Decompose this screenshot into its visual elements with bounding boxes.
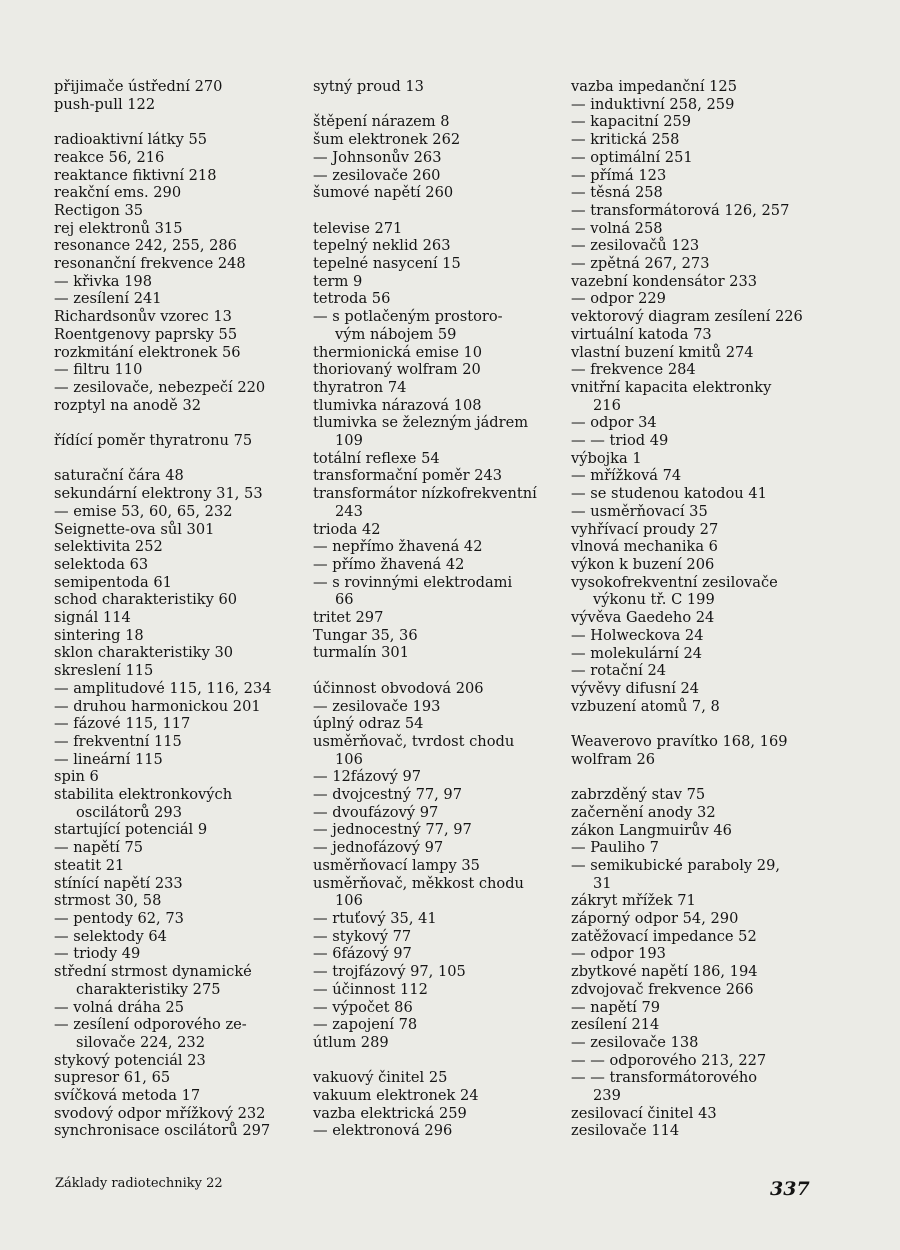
index-entry: Roentgenovy paprsky 55: [54, 325, 238, 343]
index-entry: — pentody 62, 73: [54, 910, 184, 927]
index-entry: štěpení nárazem 8: [313, 113, 450, 131]
index-entry: — transformátorová 126, 257: [571, 201, 790, 219]
index-entry: — — transformátorového: [571, 1069, 758, 1087]
index-entry: resonance 242, 255, 286: [54, 237, 237, 255]
index-entry: — Holweckova 24: [571, 626, 704, 644]
index-entry: přijimače ústřední 270: [54, 78, 223, 95]
index-entry: — triody 49: [54, 945, 141, 963]
index-entry: vyhřívací proudy 27: [571, 520, 719, 538]
index-entry: radioaktivní látky 55: [54, 131, 208, 149]
index-entry: trioda 42: [313, 520, 381, 538]
index-entry: — zesílení 241: [54, 290, 162, 308]
index-entry: — selektody 64: [54, 927, 167, 945]
index-entry: Rectigon 35: [54, 201, 144, 219]
index-entry: — nepřímo žhavená 42: [313, 538, 483, 556]
index-entry: — zesilovače, nebezpečí 220: [54, 378, 266, 396]
index-entry: 106: [335, 892, 363, 910]
index-entry: — výpočet 86: [313, 998, 413, 1016]
index-entry: — mřížková 74: [571, 467, 682, 485]
index-entry: tlumivka se železným jádrem: [313, 414, 529, 432]
index-entry: selektivita 252: [54, 538, 163, 556]
index-entry: — druhou harmonickou 201: [54, 697, 261, 715]
index-entry: — křivka 198: [54, 272, 153, 290]
index-entry: rej elektronů 315: [54, 219, 183, 237]
index-entry: — s rovinnými elektrodami: [313, 573, 513, 591]
index-entry: — rtuťový 35, 41: [313, 910, 437, 927]
index-entry: vakuový činitel 25: [313, 1069, 448, 1087]
index-entry: — optimální 251: [571, 148, 693, 166]
index-entry: rozkmitání elektronek 56: [54, 343, 241, 361]
index-entry: signál 114: [54, 609, 131, 627]
index-entry: vým nábojem 59: [335, 325, 457, 343]
index-entry: vzbuzení atomů 7, 8: [571, 697, 720, 715]
index-entry: zatěžovací impedance 52: [571, 927, 757, 945]
index-column-1: [54, 78, 290, 1140]
index-entry: — se studenou katodou 41: [571, 485, 767, 503]
index-entry: výkonu tř. C 199: [593, 591, 715, 609]
index-entry: záporný odpor 54, 290: [571, 910, 739, 928]
index-entry: steatit 21: [54, 856, 125, 874]
index-entry: — Johnsonův 263: [313, 148, 442, 166]
index-entry: zesilovací činitel 43: [571, 1104, 717, 1122]
index-entry: střední strmost dynamické: [54, 963, 252, 981]
index-entry: — kritická 258: [571, 131, 680, 149]
index-entry: — zpětná 267, 273: [571, 255, 710, 273]
index-entry: účinnost obvodová 206: [313, 679, 484, 697]
index-entry: — zesílení odporového ze-: [54, 1016, 247, 1034]
index-entry: — účinnost 112: [313, 980, 428, 998]
index-entry: 109: [335, 432, 363, 450]
index-entry: vlastní buzení kmitů 274: [571, 343, 754, 361]
index-entry: — těsná 258: [571, 184, 663, 202]
index-entry: transformátor nízkofrekventní: [313, 485, 537, 503]
index-entry: strmost 30, 58: [54, 892, 162, 910]
index-entry: svíčková metoda 17: [54, 1087, 201, 1105]
index-entry: tetroda 56: [313, 290, 391, 308]
index-entry: resonanční frekvence 248: [54, 255, 246, 273]
index-entry: vlnová mechanika 6: [571, 538, 718, 556]
index-entry: charakteristiky 275: [76, 980, 221, 998]
index-entry: — jednocestný 77, 97: [313, 821, 472, 839]
index-entry: vývěva Gaedeho 24: [571, 609, 715, 627]
index-entry: — stykový 77: [313, 927, 412, 945]
index-entry: Richardsonův vzorec 13: [54, 308, 232, 326]
index-entry: vazba elektrická 259: [313, 1104, 467, 1122]
index-entry: vazební kondensátor 233: [571, 272, 758, 290]
index-gap: [313, 662, 545, 680]
index-entry: thermionická emise 10: [313, 343, 483, 361]
index-entry: reakce 56, 216: [54, 148, 165, 166]
index-entry: Seignette-ova sůl 301: [54, 520, 215, 538]
index-entry: 66: [335, 591, 354, 609]
index-entry: 216: [593, 396, 621, 414]
index-gap: [571, 768, 806, 786]
index-entry: rozptyl na anodě 32: [54, 396, 202, 414]
index-entry: — amplitudové 115, 116, 234: [54, 679, 272, 697]
index-entry: — zesilovače 193: [313, 697, 441, 715]
index-entry: — volná 258: [571, 219, 663, 237]
index-entry: — lineární 115: [54, 750, 163, 768]
index-entry: thyratron 74: [313, 378, 407, 396]
index-entry: usměrňovač, měkkost chodu: [313, 874, 524, 892]
index-entry: svodový odpor mřížkový 232: [54, 1104, 266, 1122]
index-entry: tepelný neklid 263: [313, 237, 451, 255]
index-entry: — induktivní 258, 259: [571, 95, 735, 113]
index-entry: tepelné nasycení 15: [313, 255, 461, 272]
index-entry: — napětí 79: [571, 998, 661, 1016]
index-entry: sekundární elektrony 31, 53: [54, 485, 263, 503]
index-entry: zdvojovač frekvence 266: [571, 980, 754, 998]
index-entry: — 6fázový 97: [313, 945, 412, 963]
index-entry: transformační poměr 243: [313, 467, 503, 485]
index-entry: usměrňovací lampy 35: [313, 856, 480, 874]
index-entry: — zapojení 78: [313, 1016, 418, 1034]
index-entry: saturační čára 48: [54, 467, 184, 485]
index-entry: řídící poměr thyratronu 75: [54, 432, 253, 450]
index-entry: — 12fázový 97: [313, 768, 422, 786]
index-entry: — napětí 75: [54, 839, 144, 857]
index-entry: — molekulární 24: [571, 644, 703, 662]
index-entry: — — triod 49: [571, 432, 669, 450]
index-entry: sytný proud 13: [313, 78, 424, 95]
index-entry: 31: [593, 874, 612, 892]
index-entry: zákon Langmuirův 46: [571, 821, 732, 839]
index-entry: thoriovaný wolfram 20: [313, 361, 481, 379]
index-entry: — filtru 110: [54, 361, 143, 379]
index-entry: — s potlačeným prostoro-: [313, 308, 503, 326]
index-entry: začernění anody 32: [571, 803, 716, 821]
index-entry: startující potenciál 9: [54, 821, 208, 839]
index-entry: — přímo žhavená 42: [313, 555, 465, 573]
index-entry: výkon k buzení 206: [571, 555, 715, 573]
index-entry: zesílení 214: [571, 1016, 660, 1034]
index-entry: stabilita elektronkových: [54, 786, 233, 804]
index-entry: vývěvy difusní 24: [571, 679, 700, 697]
index-entry: spin 6: [54, 768, 99, 786]
index-entry: — kapacitní 259: [571, 113, 692, 131]
index-entry: — frekvence 284: [571, 361, 696, 379]
index-entry: — elektronová 296: [313, 1122, 453, 1140]
index-entry: oscilátorů 293: [76, 803, 183, 821]
index-entry: — fázové 115, 117: [54, 715, 191, 733]
index-entry: silovače 224, 232: [76, 1033, 205, 1051]
index-entry: wolfram 26: [571, 750, 656, 768]
index-entry: usměrňovač, tvrdost chodu: [313, 732, 515, 750]
index-entry: vazba impedanční 125: [571, 78, 737, 95]
index-entry: výbojka 1: [571, 449, 642, 467]
index-entry: — přímá 123: [571, 166, 667, 184]
index-entry: — usměrňovací 35: [571, 502, 708, 520]
index-entry: — trojfázový 97, 105: [313, 963, 466, 981]
index-entry: term 9: [313, 272, 363, 290]
index-entry: reaktance fiktivní 218: [54, 166, 217, 184]
index-entry: — zesilovače 138: [571, 1033, 699, 1051]
index-entry: vnitřní kapacita elektronky: [571, 378, 772, 396]
index-entry: útlum 289: [313, 1033, 389, 1051]
index-entry: vektorový diagram zesílení 226: [571, 308, 803, 326]
index-entry: — odpor 229: [571, 290, 666, 308]
index-entry: totální reflexe 54: [313, 449, 440, 467]
index-entry: tritet 297: [313, 609, 384, 627]
index-entry: zesilovače 114: [571, 1122, 680, 1140]
index-entry: zbytkové napětí 186, 194: [571, 963, 758, 981]
index-entry: — semikubické paraboly 29,: [571, 856, 781, 874]
index-gap: [54, 113, 290, 131]
index-entry: 239: [593, 1087, 621, 1105]
index-gap: [571, 715, 806, 733]
index-entry: sintering 18: [54, 626, 144, 644]
index-entry: sklon charakteristiky 30: [54, 644, 234, 662]
index-entry: zabrzděný stav 75: [571, 786, 706, 804]
index-entry: selektoda 63: [54, 555, 149, 573]
index-entry: — odpor 193: [571, 945, 666, 963]
index-entry: — Pauliho 7: [571, 839, 659, 857]
index-entry: synchronisace oscilátorů 297: [54, 1122, 271, 1140]
index-gap: [54, 414, 290, 432]
index-entry: úplný odraz 54: [313, 715, 424, 733]
index-gap: [313, 96, 545, 114]
index-entry: tlumivka nárazová 108: [313, 396, 482, 414]
index-entry: — rotační 24: [571, 662, 667, 680]
index-entry: stínící napětí 233: [54, 874, 183, 892]
index-column-2: [313, 78, 545, 1140]
index-entry: Tungar 35, 36: [313, 626, 418, 644]
index-entry: skreslení 115: [54, 662, 154, 680]
index-entry: zákryt mřížek 71: [571, 892, 696, 910]
index-entry: — emise 53, 60, 65, 232: [54, 502, 233, 520]
footer-note: Základy radiotechniky 22: [55, 1176, 223, 1191]
index-gap: [313, 202, 545, 220]
index-entry: — dvoufázový 97: [313, 803, 439, 821]
index-entry: — zesilovače 260: [313, 166, 441, 184]
index-entry: semipentoda 61: [54, 573, 172, 591]
index-entry: reakční ems. 290: [54, 184, 182, 202]
index-entry: — odpor 34: [571, 414, 657, 432]
index-entry: stykový potenciál 23: [54, 1051, 206, 1069]
index-entry: — — odporového 213, 227: [571, 1051, 767, 1069]
index-entry: turmalín 301: [313, 644, 410, 662]
index-gap: [54, 450, 290, 468]
index-entry: 106: [335, 750, 363, 768]
index-entry: vakuum elektronek 24: [313, 1087, 479, 1105]
index-entry: — zesilovačů 123: [571, 237, 700, 255]
index-entry: — jednofázový 97: [313, 839, 444, 857]
index-entry: šumové napětí 260: [313, 184, 454, 202]
page-number: 337: [770, 1178, 810, 1200]
index-entry: vysokofrekventní zesilovače: [571, 573, 778, 591]
index-entry: — dvojcestný 77, 97: [313, 786, 462, 804]
index-gap: [313, 1052, 545, 1070]
index-entry: 243: [335, 502, 363, 520]
index-entry: push-pull 122: [54, 95, 156, 113]
index-column-3: [571, 78, 806, 1140]
index-entry: Weaverovo pravítko 168, 169: [571, 733, 788, 750]
index-entry: supresor 61, 65: [54, 1069, 171, 1087]
index-entry: virtuální katoda 73: [571, 325, 712, 343]
index-entry: šum elektronek 262: [313, 131, 461, 149]
index-entry: — volná dráha 25: [54, 998, 184, 1016]
index-entry: — frekventní 115: [54, 732, 182, 750]
index-entry: schod charakteristiky 60: [54, 591, 238, 609]
index-entry: televise 271: [313, 219, 403, 237]
